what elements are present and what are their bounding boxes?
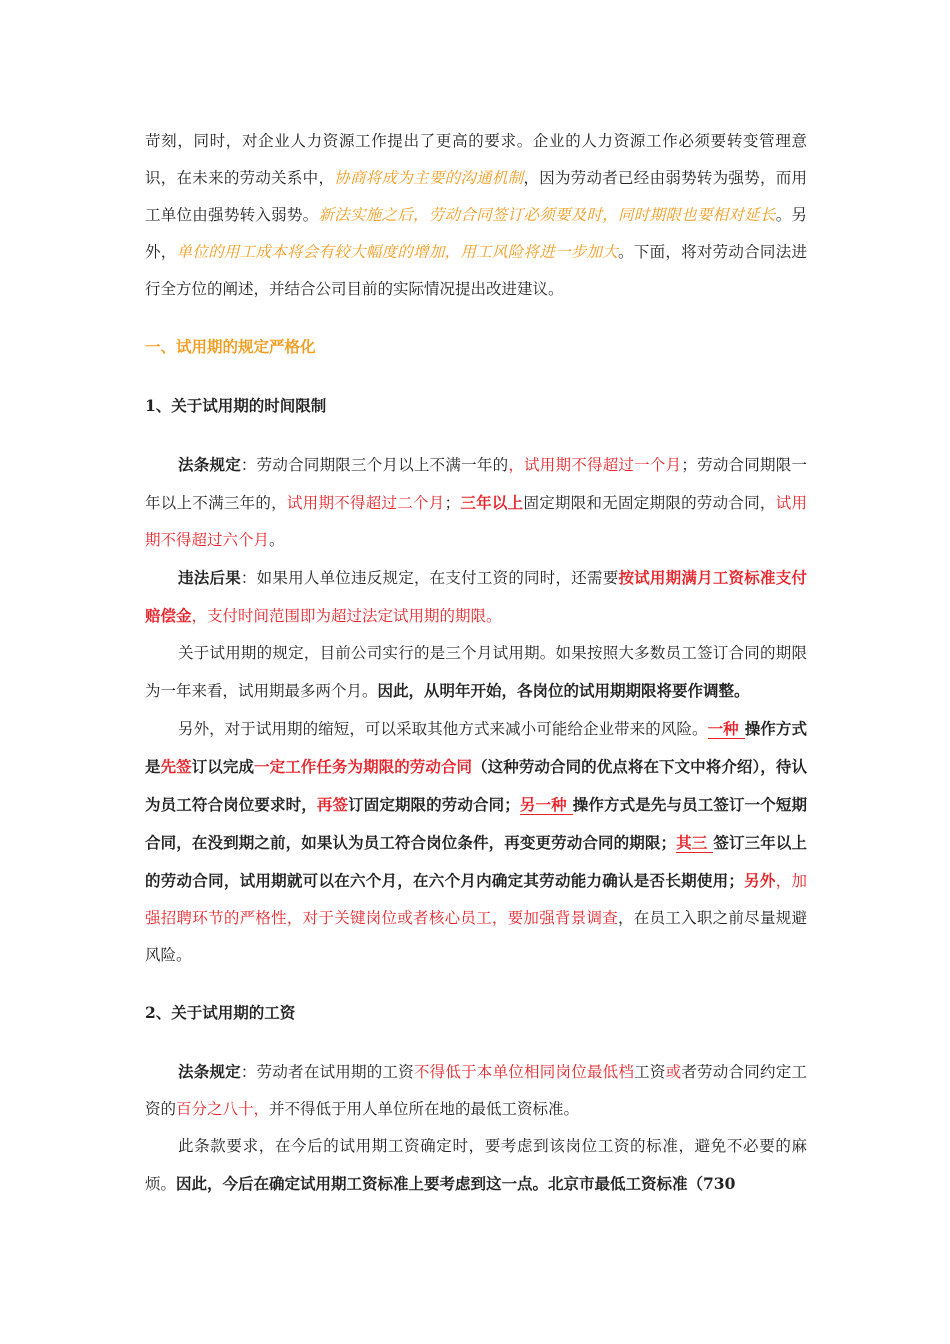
intro-paragraph: 苛刻，同时，对企业人力资源工作提出了更高的要求。企业的人力资源工作必须要转变管理意识，在未来的劳动关系中，协商将成为主要的沟通机制，因为劳动者已经由弱势转为强势，而用工单位由强势转入弱势。新法实施之后，劳动合同签订必须要及时，同时期限也要相对延长。另外，单位的用工成本将会有较大幅度的增加，用工风险将进一步加大。下面，将对劳动合同法进行全方位的阐述，并结合公司目前的实际情况提出改进建议。 [145, 132, 807, 298]
highlight-cost-risk: 单位的用工成本将会有较大幅度的增加，用工风险将进一步加大 [176, 243, 619, 261]
document-page [145, 123, 807, 1203]
section-1-heading: 一、试用期的规定严格化 [145, 337, 316, 356]
probation-options-paragraph: 另外，对于试用期的缩短，可以采取其他方式来减小可能给企业带来的风险。一种 操作方式是先签订以完成一定工作任务为期限的劳动合同（这种劳动合同的优点将在下文中将介绍），待认为员工符合岗位要求时，再签订固定期限的劳动合同；另一种 操作方式是先与员工签订一个短期合同，在没到期之前，如果认为员工符合岗位条件，再变更劳动合同的期限；其三 签订三年以上的劳动合同，试用期就可以在六个月，在六个月内确定其劳动能力确认是否长期使用；另外，加强招聘环节的严格性，对于关键岗位或者核心员工，要加强背景调查，在员工入职之前尽量规避风险。 [145, 719, 807, 964]
subsection-1-heading: 1、关于试用期的时间限制 [145, 396, 327, 415]
rule-paragraph-1: 法条规定：劳动合同期限三个月以上不满一年的，试用期不得超过一个月；劳动合同期限一年以上不满三年的，试用期不得超过二个月；三年以上固定期限和无固定期限的劳动合同，试用期不得超过六个月。 [145, 455, 807, 549]
subsection-2-heading: 2、关于试用期的工资 [145, 1003, 296, 1022]
highlight-contract-timing: 新法实施之后，劳动合同签订必须要及时，同时期限也要相对延长 [318, 206, 776, 224]
highlight-negotiation: 协商将成为主要的沟通机制 [334, 169, 524, 187]
probation-current-paragraph: 关于试用期的规定，目前公司实行的是三个月试用期。如果按照大多数员工签订合同的期限为一年来看，试用期最多两个月。因此，从明年开始，各岗位的试用期期限将要作调整。 [145, 644, 807, 700]
wage-note-paragraph: 此条款要求，在今后的试用期工资确定时，要考虑到该岗位工资的标准，避免不必要的麻烦。因此，今后在确定试用期工资标准上要考虑到这一点。北京市最低工资标准（730 [145, 1137, 807, 1193]
consequence-paragraph: 违法后果：如果用人单位违反规定，在支付工资的同时，还需要按试用期满月工资标准支付赔偿金，支付时间范围即为超过法定试用期的期限。 [145, 568, 807, 625]
rule-paragraph-2: 法条规定：劳动者在试用期的工资不得低于本单位相同岗位最低档工资或者劳动合同约定工资的百分之八十，并不得低于用人单位所在地的最低工资标准。 [145, 1062, 807, 1118]
